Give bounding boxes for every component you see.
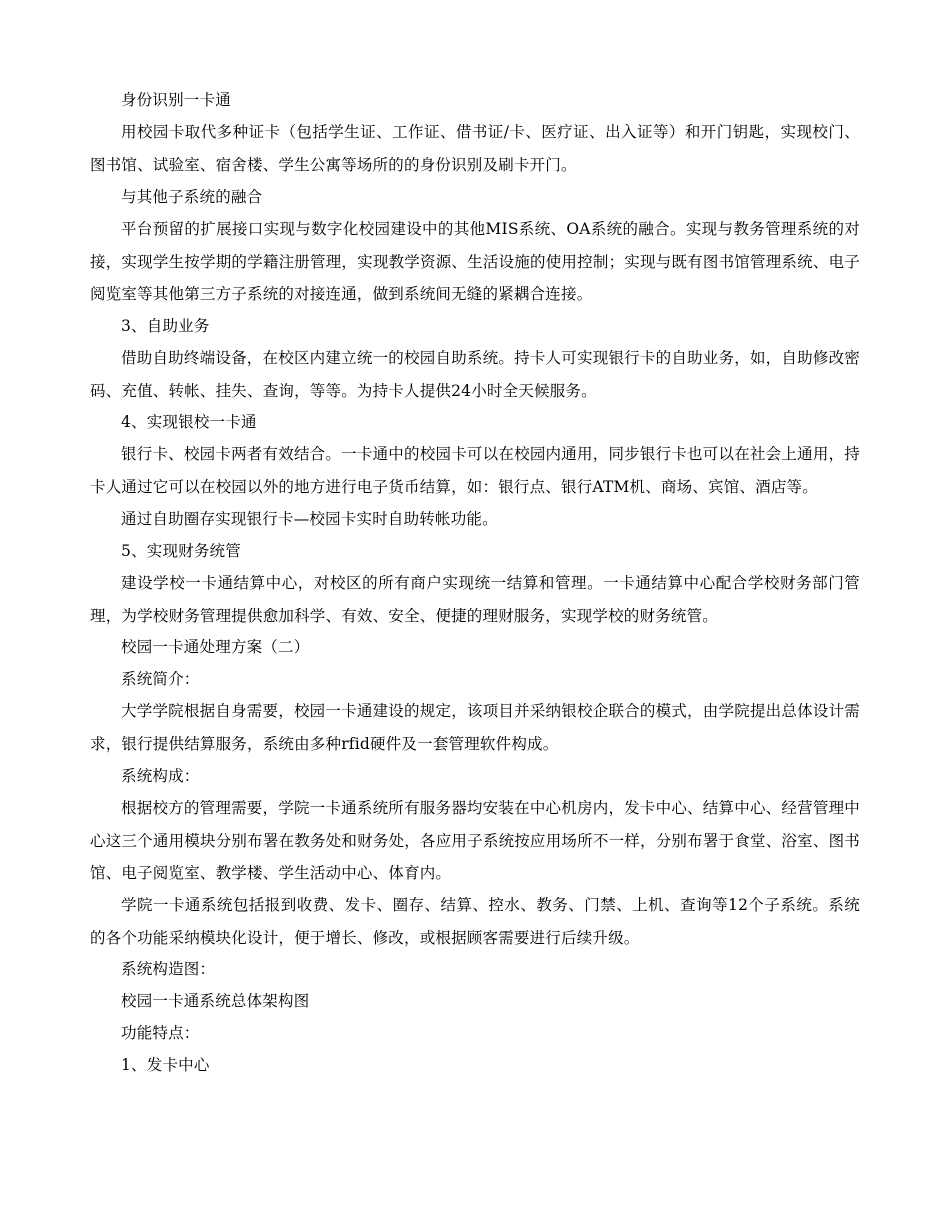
paragraph-body: 建设学校一卡通结算中心，对校区的所有商户实现统一结算和管理。一卡通结算中心配合学校财务部门管理，为学校财务管理提供愈加科学、有效、安全、便捷的理财服务，实现学校的财务统管。: [90, 574, 860, 625]
paragraph-body: 用校园卡取代多种证卡（包括学生证、工作证、借书证/卡、医疗证、出入证等）和开门钥匙，实现校门、图书馆、试验室、宿舍楼、学生公寓等场所的的身份识别及刷卡开门。: [90, 123, 860, 174]
paragraph-body: 平台预留的扩展接口实现与数字化校园建设中的其他MIS系统、OA系统的融合。实现与教务管理系统的对接，实现学生按学期的学籍注册管理，实现教学资源、生活设施的使用控制；实现与既有图书馆管理系统、电子阅览室等其他第三方子系统的对接连通，做到系统间无缝的紧耦合连接。: [90, 220, 860, 303]
paragraph-body: 根据校方的管理需要，学院一卡通系统所有服务器均安装在中心机房内，发卡中心、结算中心、经营管理中心这三个通用模块分别布署在教务处和财务处，各应用子系统按应用场所不一样，分别布署于食堂、浴室、图书馆、电子阅览室、教学楼、学生活动中心、体育内。: [90, 799, 860, 882]
paragraph-caption: 校园一卡通系统总体架构图: [121, 992, 310, 1010]
paragraph-heading-identity: 身份识别一卡通: [121, 91, 231, 109]
paragraph-heading: 系统构造图：: [121, 960, 216, 978]
paragraph-body: 大学学院根据自身需要，校园一卡通建设的规定，该项目并采纳银校企联合的模式，由学院提出总体设计需求，银行提供结算服务，系统由多种rfid硬件及一套管理软件构成。: [90, 702, 860, 753]
paragraph-heading: 1、发卡中心: [121, 1056, 210, 1074]
paragraph-heading: 系统简介：: [121, 670, 200, 688]
paragraph-body: 通过自助圈存实现银行卡—校园卡实时自助转帐功能。: [121, 510, 498, 528]
paragraph-heading: 功能特点：: [121, 1024, 200, 1042]
paragraph-body: 借助自助终端设备，在校区内建立统一的校园自助系统。持卡人可实现银行卡的自助业务，如，自助修改密码、充值、转帐、挂失、查询，等等。为持卡人提供24小时全天候服务。: [90, 349, 860, 400]
paragraph-heading: 与其他子系统的融合: [121, 188, 263, 206]
paragraph-heading: 5、实现财务统管: [121, 542, 241, 560]
paragraph-body: 学院一卡通系统包括报到收费、发卡、圈存、结算、控水、教务、门禁、上机、查询等12个子系统。系统的各个功能采纳模块化设计，便于增长、修改，或根据顾客需要进行后续升级。: [90, 896, 860, 947]
paragraph-body: 银行卡、校园卡两者有效结合。一卡通中的校园卡可以在校园内通用，同步银行卡也可以在社会上通用，持卡人通过它可以在校园以外的地方进行电子货币结算，如：银行点、银行ATM机、商场、宾馆、酒店等。: [90, 445, 860, 496]
paragraph-heading: 3、自助业务: [121, 317, 210, 335]
paragraph-heading: 系统构成：: [121, 767, 200, 785]
paragraph-heading: 校园一卡通处理方案（二）: [121, 638, 310, 656]
paragraph-heading: 4、实现银校一卡通: [121, 413, 257, 431]
